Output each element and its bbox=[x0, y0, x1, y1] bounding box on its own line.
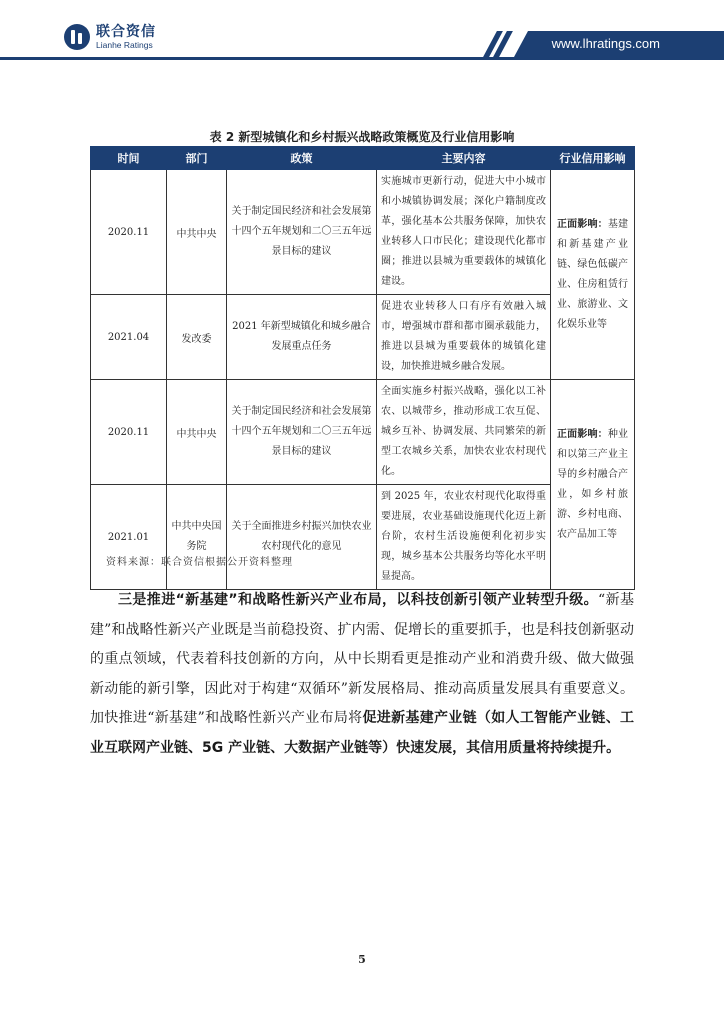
company-logo bbox=[64, 24, 156, 50]
table-source-note: 资料来源：联合资信根据公开资料整理 bbox=[106, 557, 293, 568]
cell-time: 2020.11 bbox=[91, 380, 167, 485]
cell-content: 促进农业转移人口有序有效融入城市，增强城市群和都市圈承载能力，推进以县城为重要载体的城镇化建设，加快推进城乡融合发展。 bbox=[377, 295, 551, 380]
cell-content: 到 2025 年，农业农村现代化取得重要进展，农业基础设施现代化迈上新台阶，农村生活设施便利化初步实现，城乡基本公共服务均等化水平明显提高。 bbox=[377, 485, 551, 590]
table-row bbox=[91, 380, 635, 485]
table-row bbox=[91, 170, 635, 295]
logo-english-name: Lianhe Ratings bbox=[96, 39, 153, 50]
cell-time: 2021.04 bbox=[91, 295, 167, 380]
header-content: 主要内容 bbox=[377, 147, 551, 170]
cell-time: 2021.01 bbox=[91, 485, 167, 590]
logo-chinese-name: 联合资信 bbox=[96, 23, 156, 40]
table-header-row bbox=[91, 147, 635, 170]
lianhe-logo-icon bbox=[64, 24, 90, 50]
impact-label: 正面影响： bbox=[557, 218, 608, 230]
cell-dept: 发改委 bbox=[167, 295, 227, 380]
cell-dept: 中共中央 bbox=[167, 170, 227, 295]
cell-impact bbox=[551, 170, 635, 380]
website-url[interactable]: www.lhratings.com bbox=[551, 36, 660, 51]
paragraph-bold-tail: 促进新基建产业链（如人工智能产业链、工业互联网产业链、5G 产业链、大数据产业链等）快速发展，其信用质量将持续提升。 bbox=[90, 710, 634, 756]
header-policy: 政策 bbox=[227, 147, 377, 170]
header-dept: 部门 bbox=[167, 147, 227, 170]
cell-policy: 关于制定国民经济和社会发展第十四个五年规划和二〇三五年远景目标的建议 bbox=[227, 380, 377, 485]
cell-content: 全面实施乡村振兴战略，强化以工补农、以城带乡，推动形成工农互促、城乡互补、协调发展、共同繁荣的新型工农城乡关系，加快农业农村现代化。 bbox=[377, 380, 551, 485]
cell-policy: 关于制定国民经济和社会发展第十四个五年规划和二〇三五年远景目标的建议 bbox=[227, 170, 377, 295]
cell-dept: 中共中央国务院 bbox=[167, 485, 227, 590]
impact-text: 基建和新基建产业链、绿色低碳产业、住房租赁行业、旅游业、文化娱乐业等 bbox=[557, 218, 629, 330]
cell-time: 2020.11 bbox=[91, 170, 167, 295]
cell-policy: 2021 年新型城镇化和城乡融合发展重点任务 bbox=[227, 295, 377, 380]
page-number: 5 bbox=[358, 953, 366, 966]
paragraph-bold-lead: 三是推进“新基建”和战略性新兴产业布局，以科技创新引领产业转型升级。 bbox=[118, 592, 599, 608]
header-time: 时间 bbox=[91, 147, 167, 170]
cell-impact bbox=[551, 380, 635, 590]
cell-policy: 关于全面推进乡村振兴加快农业农村现代化的意见 bbox=[227, 485, 377, 590]
impact-text: 种业和以第三产业主导的乡村融合产业，如乡村旅游、乡村电商、农产品加工等 bbox=[557, 428, 629, 540]
body-paragraph bbox=[90, 586, 634, 763]
impact-label: 正面影响： bbox=[557, 428, 608, 440]
header-impact: 行业信用影响 bbox=[551, 147, 635, 170]
cell-dept: 中共中央 bbox=[167, 380, 227, 485]
cell-content: 实施城市更新行动，促进大中小城市和小城镇协调发展；深化户籍制度改革，强化基本公共服务保障，加快农业转移人口市民化；建设现代化都市圈；推进以县城为重要载体的城镇化建设。 bbox=[377, 170, 551, 295]
header-rule bbox=[0, 57, 724, 60]
paragraph-body: “新基建”和战略性新兴产业既是当前稳投资、扩内需、促增长的重要抓手，也是科技创新驱动的重点领域，代表着科技创新的方向，从中长期看更是推动产业和消费升级、做大做强新动能的新引擎，因此对于构建“双循环”新发展格局、推动高质量发展具有重要意义。加快推进“新基建”和战略性新兴产业布局将 bbox=[90, 592, 634, 726]
policy-table bbox=[90, 146, 635, 590]
table-caption: 表 2 新型城镇化和乡村振兴战略政策概览及行业信用影响 bbox=[209, 130, 515, 144]
